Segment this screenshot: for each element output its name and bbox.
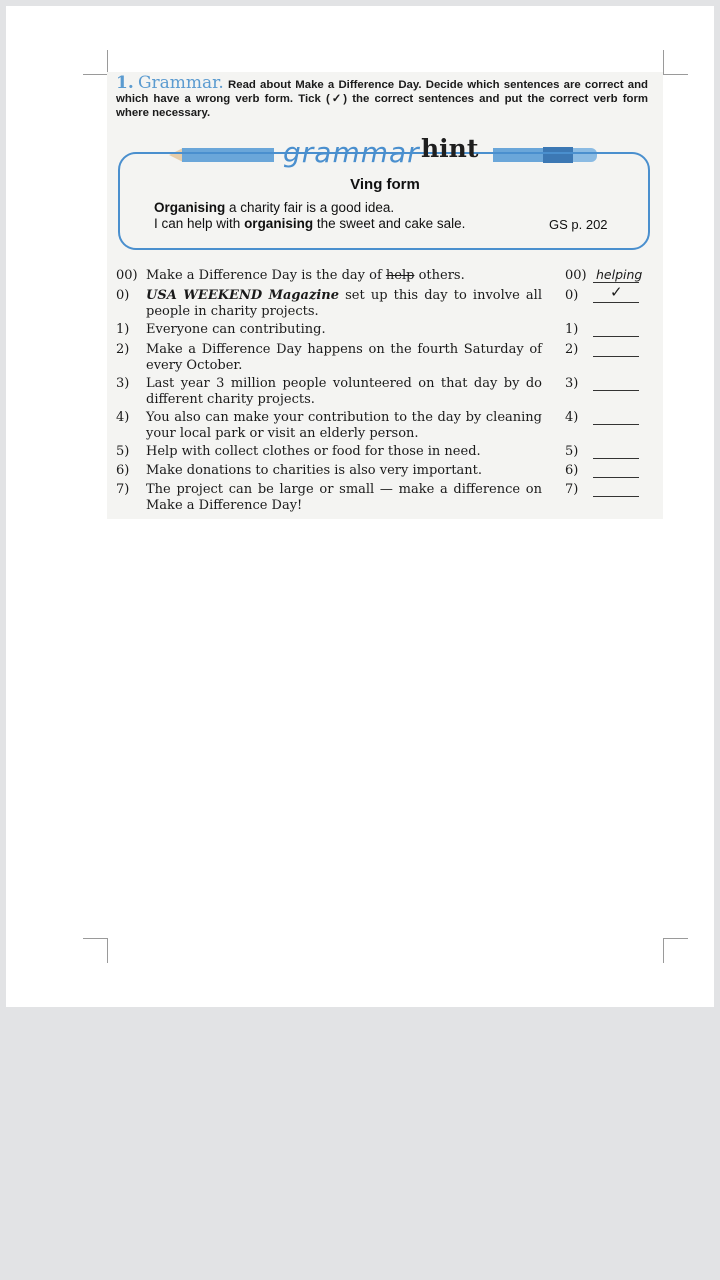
task-number: 1. [116,73,134,93]
task-title: Grammar. [137,73,224,93]
task-text: Read about Make a Difference Day. Decide which sentences are correct and which have a wrong verb form. Tick (✓) the correct sentences and put the correct verb form where necessary. [116,79,648,119]
answer-blank[interactable] [593,496,639,497]
sentence-text: You also can make your contribution to the day by cleaning your local park or visit an elderly person. [146,410,542,441]
sentence-text: Last year 3 million people volunteered on that day by do different charity projects. [146,376,542,407]
hint-reference: GS p. 202 [549,217,608,232]
crop-mark-top-right [663,50,688,75]
answer-blank[interactable] [593,390,639,391]
hint-example-1: Organising a charity fair is a good idea. [154,200,395,215]
sentence-text: The project can be large or small — make a difference on Make a Difference Day! [146,482,542,513]
crop-mark-bottom-left [83,938,108,963]
sentence-text: USA WEEKEND Magazine set up this day to involve all people in charity projects. [146,288,542,319]
answer-blank[interactable] [593,477,639,478]
textbook-scan: 1. Grammar. Read about Make a Difference Day. Decide which sentences are correct and which have a wrong verb form. Tick (✓) the correct sentences and put the correct verb form where necessary. grammar hint Ving form Organising a charity fair is a good idea. I can help with organising the sweet and cake sale. GS p. 202 00) Make a Difference Day is the day of help others. 00) helping 0) USA WEEKEND Magazine set up this day to involve all people in charity projects. 0) ✓ 1) Everyone can contributing. 1) 2) Make a Difference Day happens on the fourth Saturday of every October. 2) 3) Last year 3 million people volunteered on that day by do different charity projects. 3) 4) You also can make your contribution to the day by cleaning your local park or visit an elderly person. 4) 5) Help with collect clothes or food for those in need. 5) 6) Make donations to charities is also very important. 6) 7) The project can be large or small — make a difference on Make a Difference Day! 7) [107,72,663,519]
sentence-text: Help with collect clothes or food for those in need. [146,444,481,459]
crop-mark-bottom-right [663,938,688,963]
answer-blank[interactable] [593,424,639,425]
sentence-text: Everyone can contributing. [146,322,326,337]
sentence-text: Make a Difference Day happens on the fourth Saturday of every October. [146,342,542,373]
crop-mark-top-left [83,50,108,75]
answer-blank[interactable] [593,458,639,459]
hint-heading: Ving form [350,176,420,193]
hint-example-2: I can help with organising the sweet and cake sale. [154,216,466,231]
task-instruction [116,73,648,120]
answer-value: helping [596,267,643,282]
sentence-text: Make a Difference Day is the day of help others. [146,268,465,283]
sentence-text: Make donations to charities is also very important. [146,463,483,478]
hint-logo-grammar: grammar [283,136,420,169]
checkmark-icon: ✓ [610,283,623,301]
answer-blank[interactable] [593,302,639,303]
hint-logo-hint: hint [421,134,479,163]
answer-blank[interactable] [593,356,639,357]
answer-blank[interactable] [593,336,639,337]
